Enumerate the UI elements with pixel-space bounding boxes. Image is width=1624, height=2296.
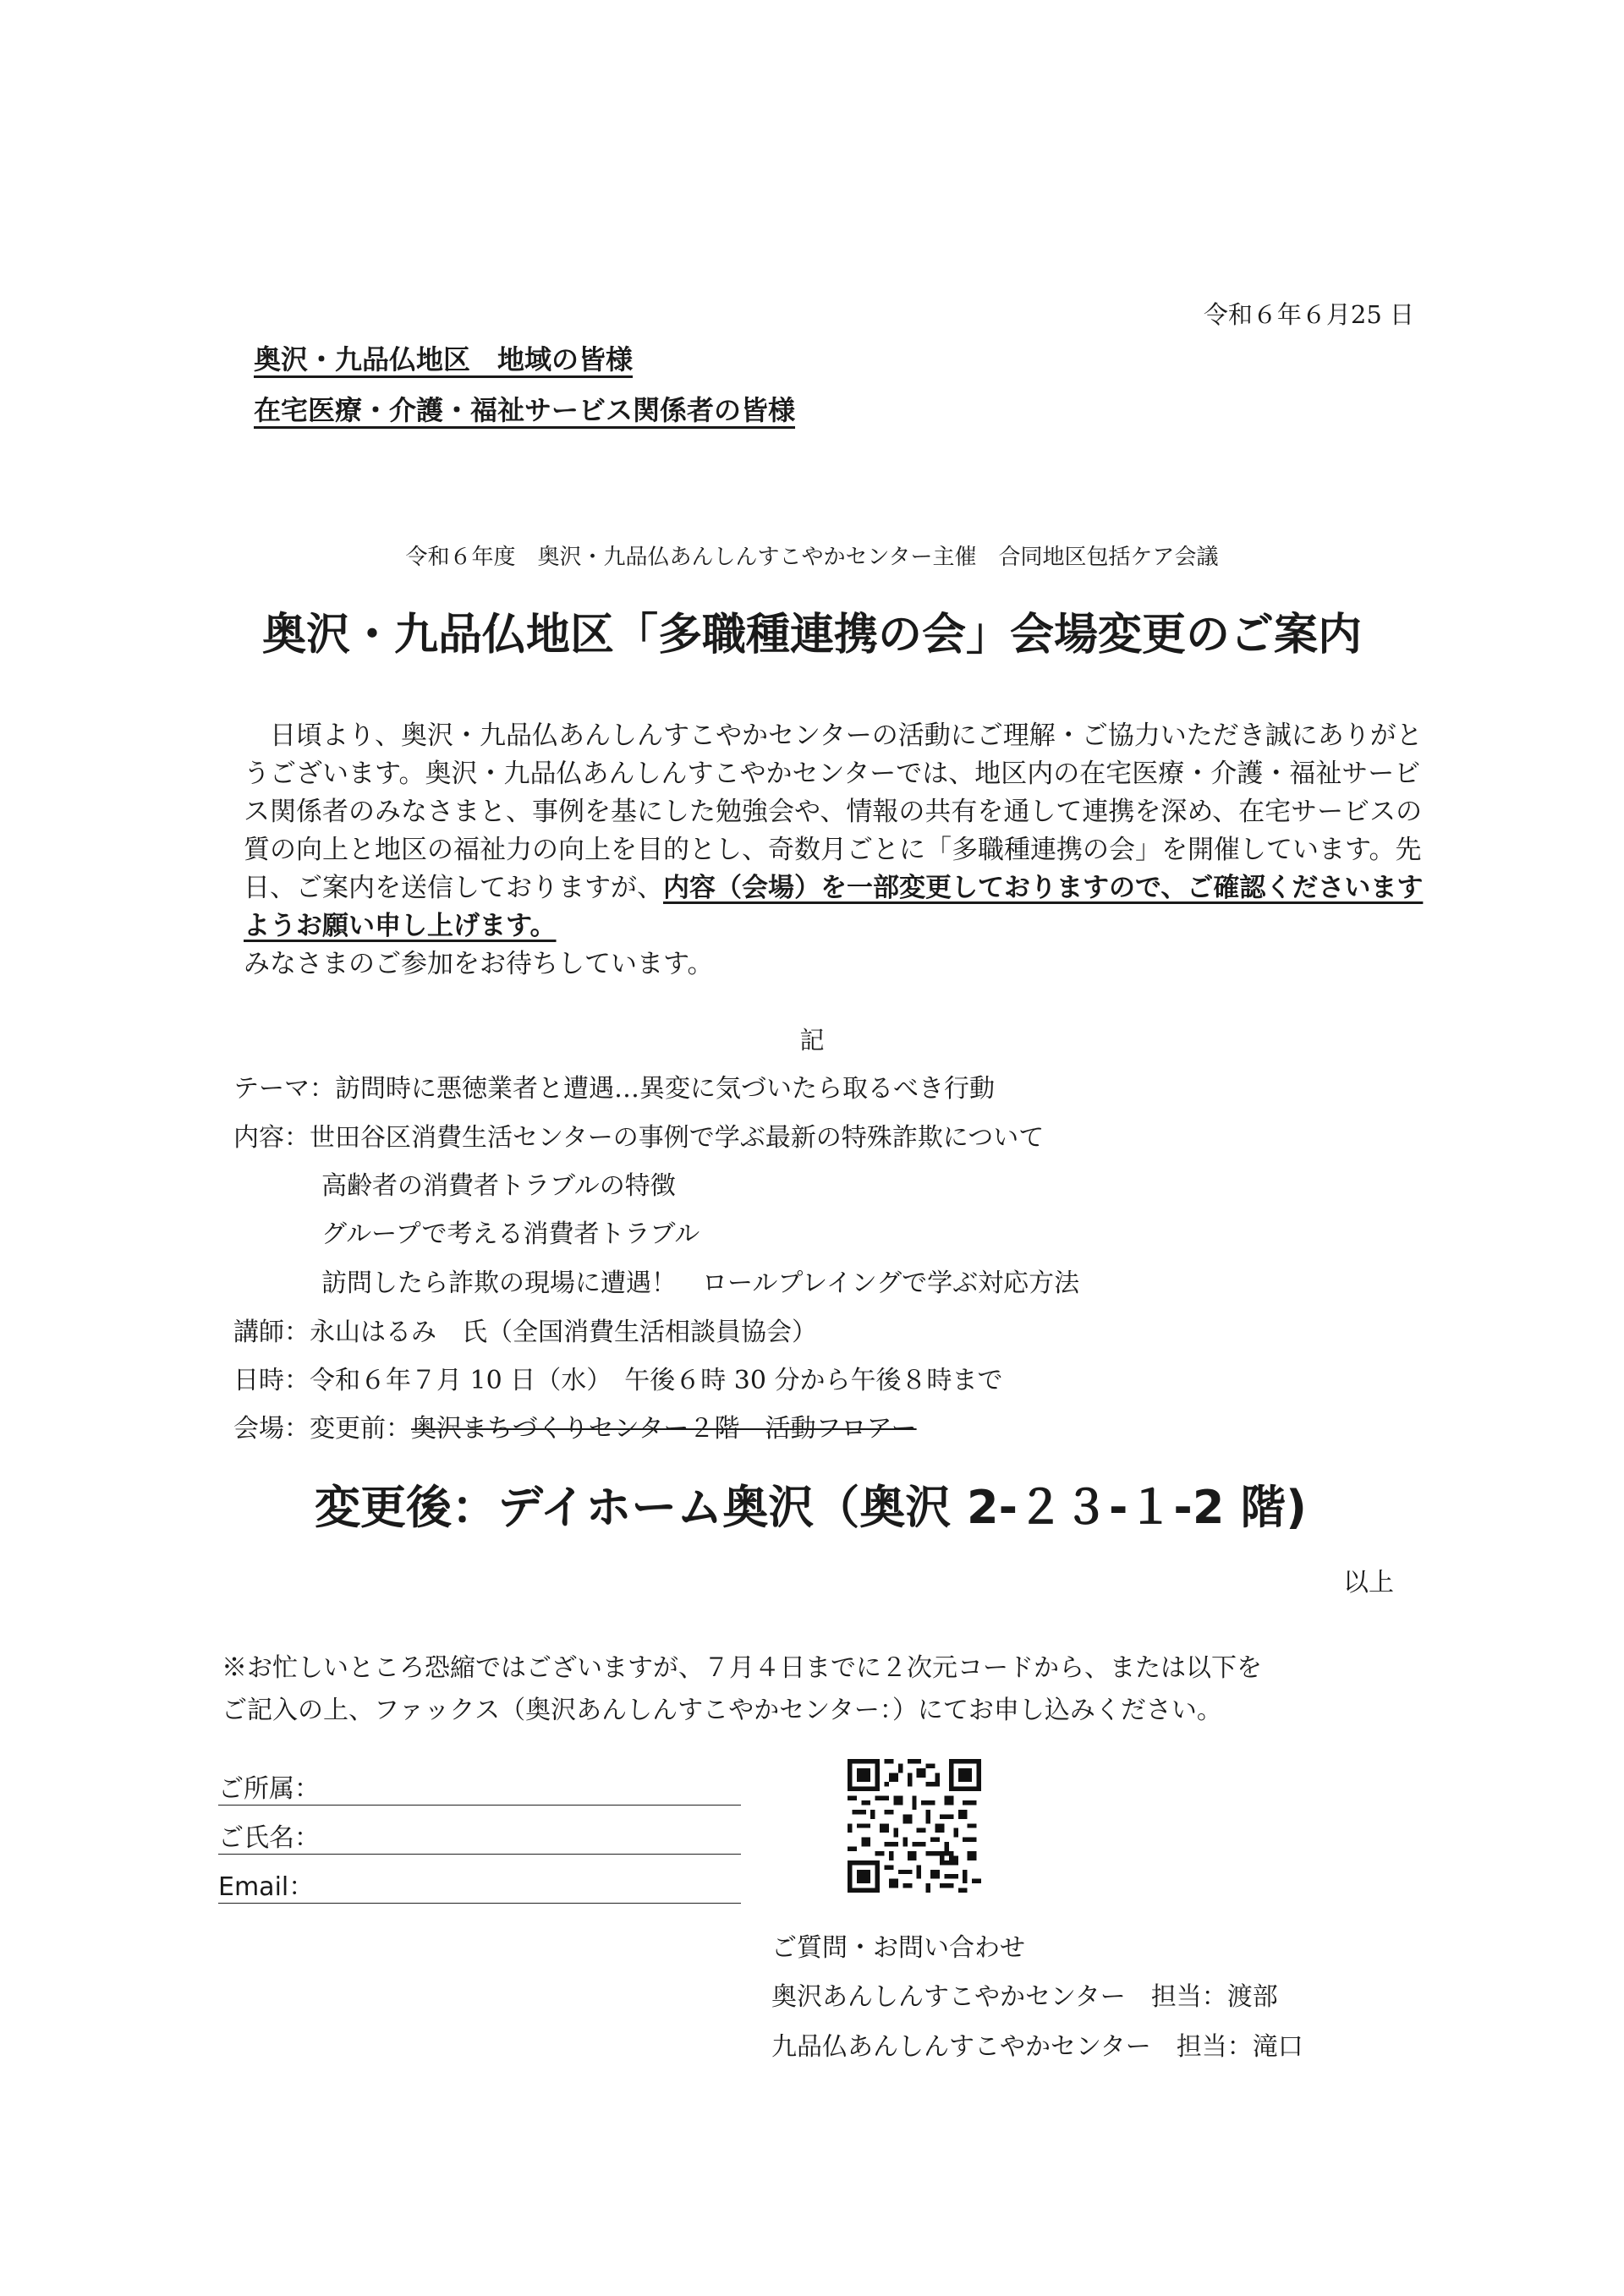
contact-heading: ご質問・お問い合わせ: [771, 1933, 1025, 1963]
affiliation-label: ご所属：: [218, 1774, 320, 1804]
page-title: 奥沢・九品仏地区「多職種連携の会」会場変更のご案内: [261, 610, 1362, 660]
email-field[interactable]: [218, 1866, 741, 1904]
intro-text: 日頃より、奥沢・九品仏あんしんすこやかセンターの活動にご理解・ご協力いただき誠にありがとうございます。奥沢・九品仏あんしんすこやかセンターでは、地区内の在宅医療・介護・福祉サービス関係者のみなさまと、事例を基にした勉強会や、情報の共有を通して連携を深め、在宅サービスの質の向上と地区の福祉力の向上を目的とし、奇数月ごとに「多職種連携の会」を開催しています。先日、ご案内を送信しておりますが、: [244, 721, 1423, 903]
detail-theme: テーマ：訪問時に悪徳業者と遭遇…異変に気づいたら取るべき行動: [233, 1074, 995, 1104]
ki-heading: 記: [799, 1026, 825, 1055]
event-subtitle: 令和６年度 奥沢・九品仏あんしんすこやかセンター主催 合同地区包括ケア会議: [405, 545, 1219, 570]
detail-lecturer: 講師：永山はるみ 氏（全国消費生活相談員協会）: [233, 1318, 817, 1347]
application-note: [222, 1647, 1262, 1732]
content-item-3: グループで考える消費者トラブル: [321, 1219, 700, 1249]
note-line-1: ※お忙しいところ恐縮ではございますが、７月４日までに２次元コードから、または以下を: [222, 1653, 1262, 1683]
contact-okusawa: 奥沢あんしんすこやかセンター 担当：渡部: [771, 1982, 1278, 2012]
recipient-line-residents: 奥沢・九品仏地区 地域の皆様: [254, 343, 634, 375]
qr-code-icon[interactable]: [848, 1759, 981, 1893]
name-label: ご氏名：: [218, 1823, 320, 1853]
intro-body: [244, 717, 1428, 984]
intro-closing: みなさまのご参加をお待ちしています。: [244, 949, 714, 979]
recipient-line-professionals: 在宅医療・介護・福祉サービス関係者の皆様: [254, 394, 796, 426]
intro-paragraph: [244, 717, 1428, 945]
detail-datetime: 日時：令和６年７月 10 日（水） 午後６時 30 分から午後８時まで: [233, 1366, 1003, 1395]
name-field[interactable]: [218, 1817, 741, 1855]
affiliation-field[interactable]: [218, 1767, 741, 1806]
content-item-1: 世田谷区消費生活センターの事例で学ぶ最新の特殊詐欺について: [310, 1123, 1045, 1153]
venue-label: 会場：変更前：: [233, 1414, 411, 1444]
change-notice-emphasis: 内容（会場）を一部変更しておりますので、ご確認くださいますようお願い申し上げます。: [244, 873, 1424, 941]
venue-after: 変更後：デイホーム奥沢（奥沢 2-２３-１-2 階): [315, 1481, 1307, 1534]
content-item-2: 高齢者の消費者トラブルの特徴: [321, 1171, 676, 1201]
venue-before-struck: 奥沢まちづくりセンター２階 活動フロアー: [411, 1414, 917, 1444]
detail-venue: [233, 1407, 917, 1444]
contact-kuhonbutsu: 九品仏あんしんすこやかセンター 担当：滝口: [771, 2032, 1303, 2062]
ijo-closing: 以上: [1343, 1568, 1394, 1597]
content-item-4: 訪問したら詐欺の現場に遭遇！ ロールプレイングで学ぶ対応方法: [321, 1269, 1080, 1298]
email-label: Email：: [218, 1872, 315, 1902]
detail-content: [233, 1116, 1044, 1153]
content-label: 内容：: [233, 1123, 310, 1153]
note-line-2: ご記入の上、ファックス（奥沢あんしんすこやかセンター：）にてお申し込みください。: [222, 1696, 1222, 1725]
issue-date: 令和６年６月25 日: [1203, 300, 1414, 329]
